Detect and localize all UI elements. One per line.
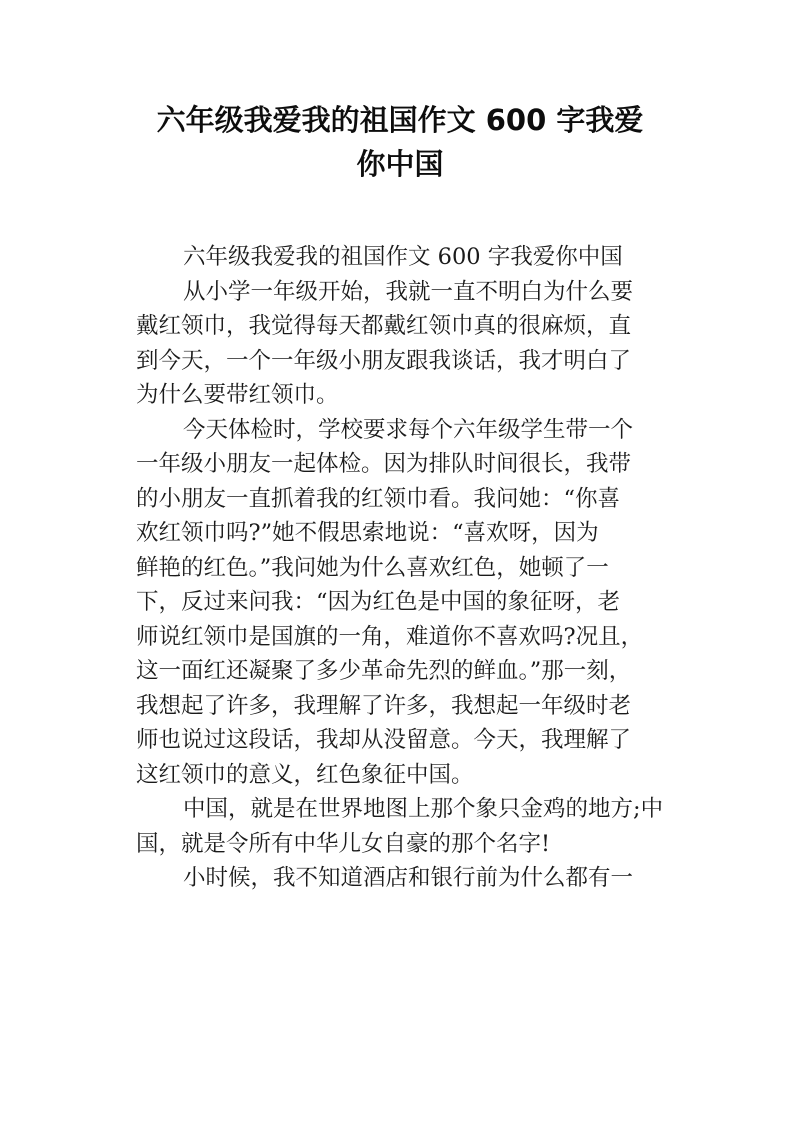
paragraph-line: 到今天，一个一年级小朋友跟我谈话，我才明白了 — [136, 347, 632, 374]
paragraph-line: 一年级小朋友一起体检。因为排队时间很长，我带 — [136, 451, 632, 477]
title-line: 你中国 — [356, 147, 444, 181]
paragraph-line: 从小学一年级开始，我就一直不明白为什么要 — [183, 278, 634, 305]
paragraph-line: 小时候，我不知道酒店和银行前为什么都有一 — [183, 865, 634, 891]
paragraph-line: 鲜艳的红色。”我问她为什么喜欢红色，她顿了一 — [136, 554, 609, 581]
document-body — [136, 240, 681, 896]
paragraph-line: 师也说过这段话，我却从没留意。今天，我理解了 — [136, 727, 632, 753]
paragraph-line: 国，就是令所有中华儿女自豪的那个名字! — [136, 830, 551, 857]
subtitle-line: 六年级我爱我的祖国作文 600 字我爱你中国 — [183, 244, 623, 270]
title-line: 六年级我爱我的祖国作文 600 字我爱 — [156, 103, 644, 137]
paragraph-line: 这一面红还凝聚了多少革命先烈的鲜血。”那一刻， — [136, 658, 632, 684]
paragraph-line: 的小朋友一直抓着我的红领巾看。我问她：“你喜 — [136, 485, 621, 512]
paragraph-line: 这红领巾的意义，红色象征中国。 — [136, 761, 474, 788]
paragraph-line: 欢红领巾吗?”她不假思索地说：“喜欢呀，因为 — [136, 520, 599, 546]
document-title — [100, 98, 700, 186]
paragraph-line: 戴红领巾，我觉得每天都戴红领巾真的很麻烦，直 — [136, 313, 632, 339]
paragraph-line: 今天体检时，学校要求每个六年级学生带一个 — [183, 416, 634, 443]
paragraph-line: 下，反过来问我：“因为红色是中国的象征呀，老 — [136, 589, 621, 615]
paragraph-line: 为什么要带红领巾。 — [136, 382, 339, 408]
paragraph-line: 师说红领巾是国旗的一角，难道你不喜欢吗?况且， — [136, 623, 644, 650]
paragraph-line: 我想起了许多，我理解了许多，我想起一年级时老 — [136, 692, 632, 719]
paragraph-line: 中国，就是在世界地图上那个象只金鸡的地方;中 — [183, 796, 664, 822]
